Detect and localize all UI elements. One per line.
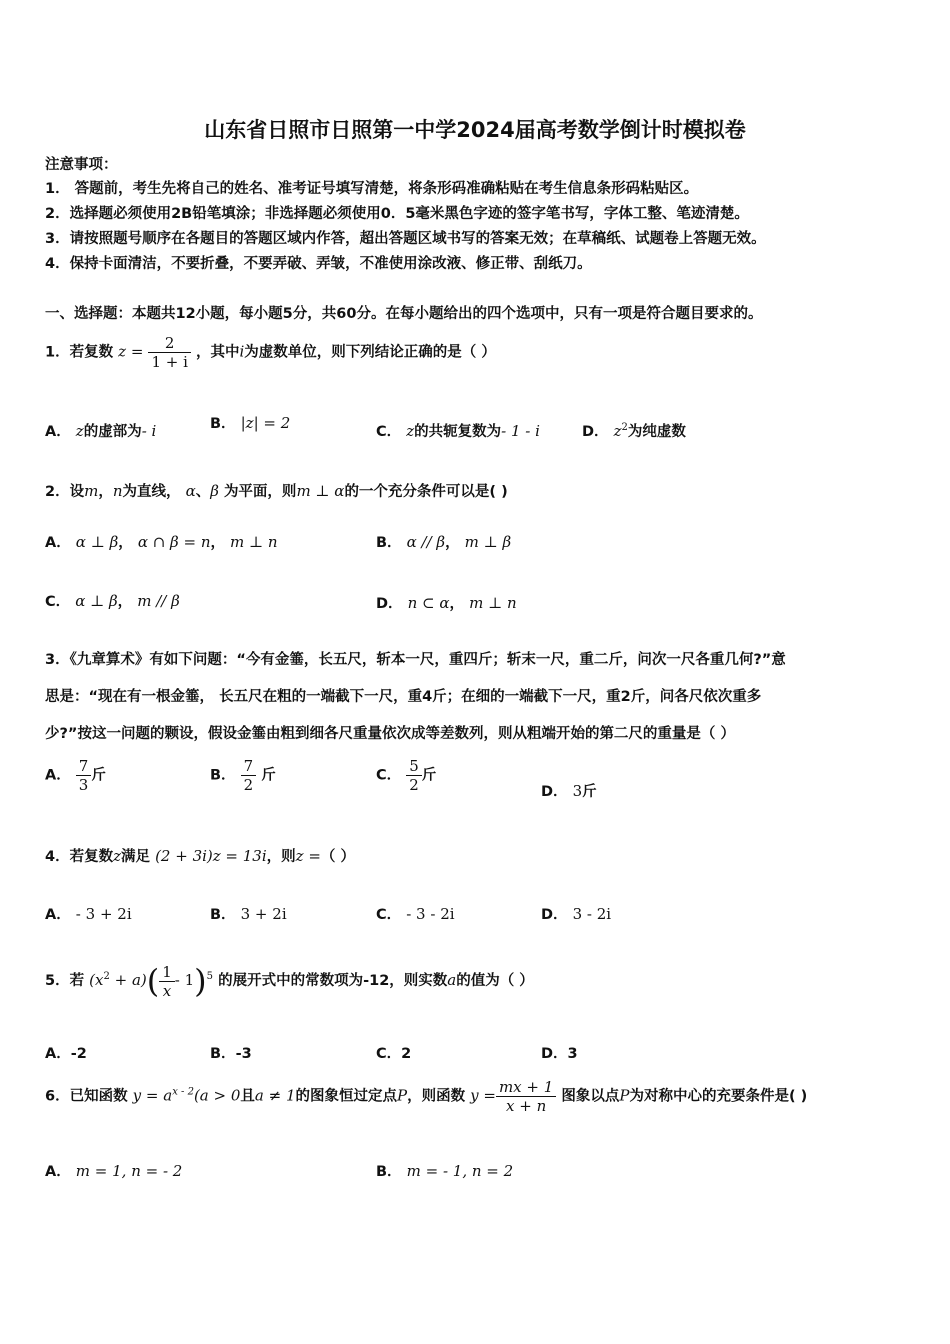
question-5-stem: 5．若 $(x^2 + a)$( $\frac{1}{x}$ - 1)$^5$ 的展开式中的常数项为-12，则实数a的值为（ ） <box>45 962 534 1000</box>
q6-option-a[interactable]: A． m = 1, n = - 2 <box>45 1162 183 1180</box>
section-heading: 一、选择题：本题共12小题，每小题5分，共60分。在每小题给出的四个选项中，只有一项是符合题目要求的。 <box>45 306 763 322</box>
q5-option-b[interactable]: B．-3 <box>210 1046 252 1062</box>
notice-item: 1． 答题前，考生先将自己的姓名、准考证号填写清楚，将条形码准确粘贴在考生信息条形码粘贴区。 <box>45 181 699 197</box>
q3-option-a[interactable]: A． $\frac{7}{3}$ 斤 <box>45 757 106 794</box>
q3-option-b[interactable]: B． $\frac{7}{2}$ 斤 <box>210 757 276 794</box>
question-3-line: 思是：“现在有一根金箠， 长五尺在粗的一端截下一尺，重4斤；在细的一端截下一尺，重2斤，问各尺依次重多 <box>45 689 762 705</box>
notice-item: 4．保持卡面清洁，不要折叠，不要弄破、弄皱，不准使用涂改液、修正带、刮纸刀。 <box>45 256 592 272</box>
q5-option-a[interactable]: A．-2 <box>45 1046 87 1062</box>
question-6-stem: 6．已知函数 $y = a^{x - 2}(a > 0$且a ≠ 1的图象恒过定点P，则函数 y = $\frac{mx + 1}{x + n}$ 图象以点P为对称中心的充要条件是( ) <box>45 1078 808 1115</box>
notice-item: 3．请按照题号顺序在各题目的答题区域内作答，超出答题区域书写的答案无效；在草稿纸、试题卷上答题无效。 <box>45 231 766 247</box>
question-3-line: 3．《九章算术》有如下问题：“今有金箠，长五尺，斩本一尺，重四斤；斩末一尺，重二斤，问次一尺各重几何?”意 <box>45 652 786 668</box>
question-3-line: 少?”按这一问题的颗设，假设金箠由粗到细各尺重量依次成等差数列，则从粗端开始的第二尺的重量是（ ） <box>45 726 735 742</box>
q1-option-d[interactable]: D． $z^2$为纯虚数 <box>582 422 686 440</box>
q6-option-b[interactable]: B． m = - 1, n = 2 <box>376 1162 514 1180</box>
question-2-stem: 2．设m，n为直线， α、β 为平面，则m ⊥ α的一个充分条件可以是( ) <box>45 482 508 500</box>
q1-option-a[interactable]: A． z的虚部为- i <box>45 422 157 440</box>
q4-option-b[interactable]: B． 3 + 2i <box>210 905 287 923</box>
q2-option-c[interactable]: C． α ⊥ β， m // β <box>45 592 180 610</box>
question-4-stem: 4．若复数z满足 (2 + 3i)z = 13i，则z =（ ） <box>45 847 355 865</box>
q4-option-c[interactable]: C． - 3 - 2i <box>376 905 455 923</box>
q5-option-c[interactable]: C．2 <box>376 1046 412 1062</box>
q1-option-c[interactable]: C． z的共轭复数为- 1 - i <box>376 422 540 440</box>
notice-item: 2．选择题必须使用2B铅笔填涂；非选择题必须使用0．5毫米黑色字迹的签字笔书写，字体工整、笔迹清楚。 <box>45 206 749 222</box>
q2-option-d[interactable]: D． n ⊂ α， m ⊥ n <box>376 594 517 612</box>
notice-heading: 注意事项： <box>45 157 118 173</box>
q2-option-a[interactable]: A． α ⊥ β， α ∩ β = n， m ⊥ n <box>45 533 278 551</box>
q1-fraction: $\frac{2}{1 + i}$ <box>148 334 190 371</box>
q4-option-d[interactable]: D． 3 - 2i <box>541 905 612 923</box>
q3-option-d[interactable]: D． 3斤 <box>541 782 597 800</box>
q4-option-a[interactable]: A． - 3 + 2i <box>45 905 132 923</box>
q1-option-b[interactable]: B． |z| = 2 <box>210 414 291 432</box>
q2-option-b[interactable]: B． α // β， m ⊥ β <box>376 533 512 551</box>
page-title: 山东省日照市日照第一中学2024届高考数学倒计时模拟卷 <box>204 118 746 142</box>
q3-option-c[interactable]: C． $\frac{5}{2}$ 斤 <box>376 757 437 794</box>
q5-option-d[interactable]: D．3 <box>541 1046 578 1062</box>
question-1-stem: 1．若复数 z = $\frac{2}{1 + i}$ ，其中i为虚数单位，则下列结论正确的是（ ） <box>45 334 496 371</box>
